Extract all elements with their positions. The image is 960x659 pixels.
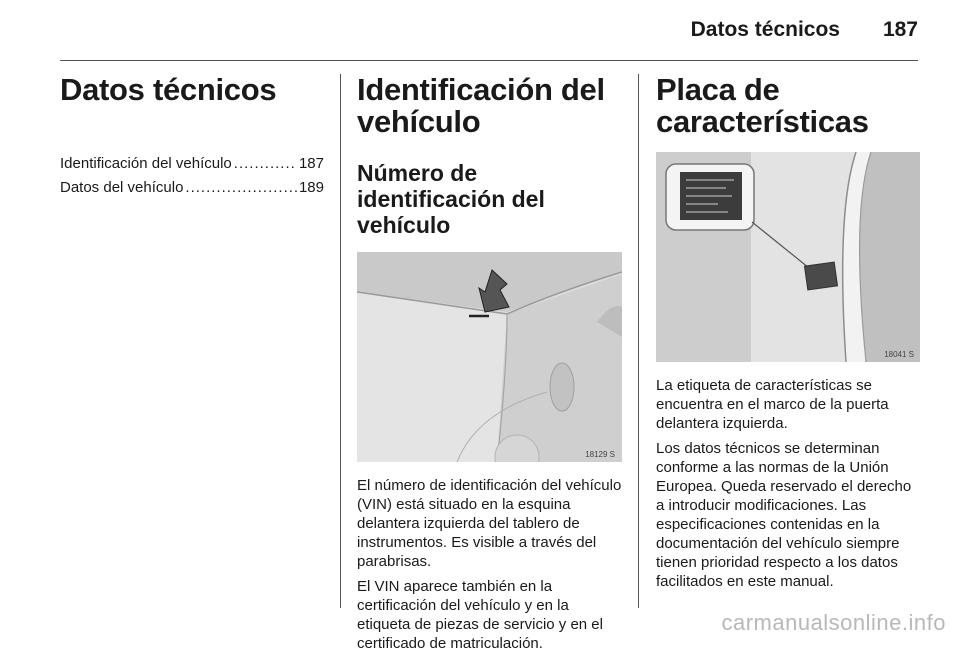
- vin-description: [357, 476, 622, 653]
- chapter-contents-column: [60, 74, 324, 200]
- section-title: Placa de características: [656, 72, 869, 139]
- toc-entry[interactable]: [60, 176, 324, 200]
- toc-leader-dots: [185, 176, 297, 200]
- svg-text:18041 S: 18041 S: [884, 350, 914, 359]
- plate-description: [656, 376, 920, 591]
- header-title: Datos técnicos: [690, 18, 840, 41]
- vin-location-photo: [357, 252, 622, 462]
- vin-column: [357, 74, 622, 659]
- toc-entry-label: Datos del vehículo: [60, 179, 184, 196]
- toc-entry-label: Identificación del vehículo: [60, 155, 232, 172]
- body-paragraph: Los datos técnicos se determinan conforme a las normas de la Unión Europea. Queda reservado el derecho a introducir modificaciones. Las especificaciones contenidas en la documentación del vehículo siempre tienen prioridad respecto a los datos facilitados en este manual.: [656, 440, 912, 590]
- page-number: 187: [882, 18, 918, 41]
- toc-leader-dots: [234, 152, 297, 176]
- toc-entry[interactable]: [60, 152, 324, 176]
- subsection-title: Número de identificación del vehículo: [357, 160, 545, 238]
- page-header: [0, 0, 960, 62]
- body-paragraph: La etiqueta de características se encuentra en el marco de la puerta delantera izquierda.: [656, 377, 889, 432]
- column-divider: [638, 74, 639, 608]
- toc-entry-page: 187: [298, 155, 324, 172]
- car-a-pillar-illustration: [357, 252, 622, 462]
- door-frame-label-illustration: [656, 152, 920, 362]
- body-paragraph: El VIN aparece también en la certificación del vehículo y en la etiqueta de piezas de servicio y en el certificado de matriculación.: [357, 578, 603, 652]
- header-rule: [60, 60, 918, 61]
- identification-plate-photo: [656, 152, 920, 362]
- body-paragraph: El número de identificación del vehículo (VIN) está situado en la esquina delantera izquierda del tablero de instrumentos. Es visible a través del parabrisas.: [357, 477, 622, 570]
- chapter-title: Datos técnicos: [60, 72, 277, 107]
- identification-plate-column: [656, 74, 920, 597]
- section-title: Identificación del vehículo: [357, 72, 605, 139]
- table-of-contents: [60, 152, 324, 200]
- column-divider: [340, 74, 341, 608]
- toc-entry-page: 189: [298, 179, 324, 196]
- watermark: carmanualsonline.info: [721, 610, 946, 635]
- svg-text:18129 S: 18129 S: [585, 450, 615, 459]
